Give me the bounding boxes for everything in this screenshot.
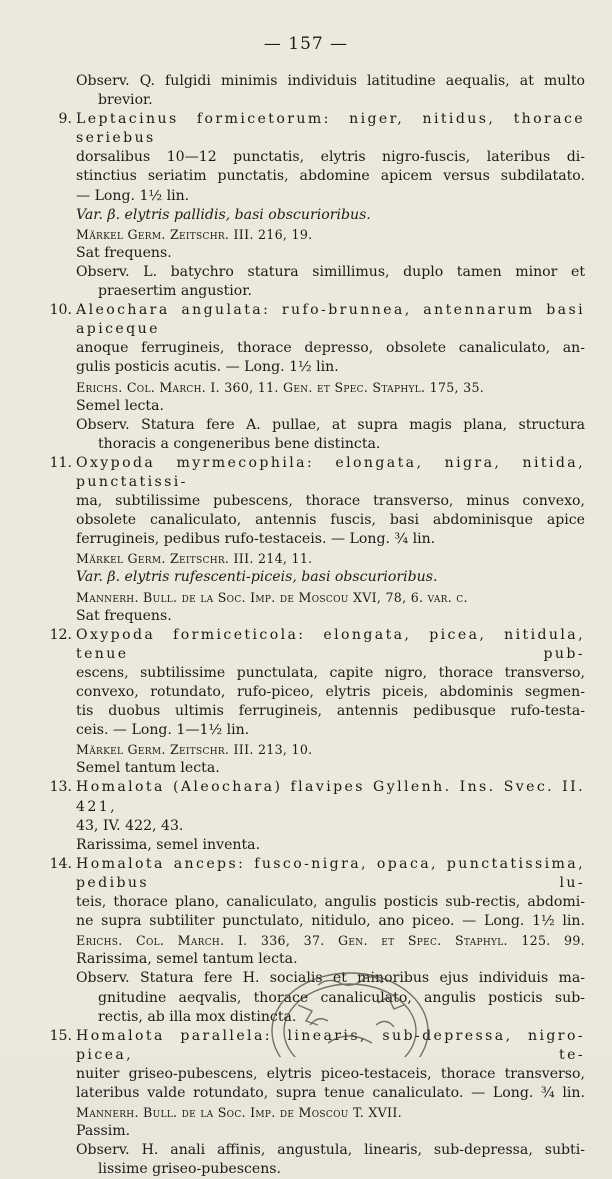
text-line: stinctius seriatim punctatis, abdomine apicem versus subdilatato. [76,168,585,185]
species-heading: Homalota anceps: fusco-nigra, opaca, punctatissima, pedibus lu- [76,855,585,891]
species-heading: Oxypoda myrmecophila: elongata, nigra, nitida, punctatissi- [76,454,585,490]
observation-line: Observ. Statura fere A. pullae, at supra magis plana, structura [76,416,585,433]
text-line: lateribus valde rotundato, supra tenue canaliculato. — Long. ¾ lin. [76,1084,585,1101]
text-line: teis, thorace plano, canaliculato, angulis posticis sub-rectis, abdomi- [76,894,585,911]
text-line: gulis posticis acutis. — Long. 1½ lin. [76,359,339,376]
reference-line: Märkel Germ. Zeitschr. III. 214, 11. [76,551,313,567]
reference-line: Märkel Germ. Zeitschr. III. 213, 10. [76,742,313,758]
species-heading: Homalota (Aleochara) flavipes Gyllenh. Ins. Svec. II. 421, [76,779,585,815]
text-line: Sat frequens. [76,244,172,261]
entry-aleochara-angulata [40,301,585,454]
text-line: tis duobus ultimis ferrugineis, antennis pedibusque rufo-testa- [76,703,585,720]
entry-homalota-flavipes [40,778,585,854]
text-line: praesertim angustior. [98,283,252,300]
text-line: thoracis a congeneribus bene distincta. [98,435,381,452]
entry-homalota-parallela [40,1027,585,1179]
observation-line: Observ. H. anali affinis, angustula, linearis, sub-depressa, subti- [76,1142,585,1159]
text-line: obsolete canaliculato, antennis fuscis, basi abdominisque apice [76,512,585,529]
reference-line: Mannerh. Bull. de la Soc. Imp. de Moscou T. XVII. [76,1105,402,1121]
entry-number: 13. [49,779,72,796]
species-heading: Aleochara angulata: rufo-brunnea, antennarum basi apiceque [76,302,585,338]
text-line: convexo, rotundato, rufo-piceo, elytris piceis, abdominis segmen- [76,684,585,700]
entry-number: 10. [49,302,72,319]
text-line: dorsalibus 10—12 punctatis, elytris nigro-fuscis, lateribus di- [76,149,585,166]
observation-line: Observ. L. batychro statura simillimus, duplo tamen minor et [76,263,585,280]
reference-line: Mannerh. Bull. de la Soc. Imp. de Moscou XVI, 78, 6. var. c. [76,589,468,605]
text-line: Rarissima, semel inventa. [76,836,261,853]
entry-number: 14. [49,855,72,872]
variety-line: Var. β. elytris pallidis, basi obscurioribus. [76,206,371,223]
text-line: lissime griseo-pubescens. [98,1161,281,1178]
text-line: gnitudine aeqvalis, thorace canaliculato, angulis posticis sub- [98,989,585,1006]
entry-leptacinus [40,110,585,301]
text-line: — Long. 1½ lin. [76,187,190,204]
text-line: Semel tantum lecta. [76,760,220,777]
entry-8-continuation [40,72,585,110]
variety-line: Var. β. elytris rufescenti-piceis, basi obscurioribus. [76,569,438,586]
entry-homalota-anceps [40,855,585,1027]
species-heading: Leptacinus formicetorum: niger, nitidus, thorace seriebus [76,111,585,147]
text-line: brevior. [98,92,153,109]
text-line: Sat frequens. [76,607,172,624]
entry-number: 12. [49,626,72,643]
text-line: ferrugineis, pedibus rufo-testaceis. — Long. ¾ lin. [76,531,436,548]
entry-oxypoda-myrmecophila [40,454,585,626]
reference-line: Erichs. Col. March. I. 336, 37. Gen. et Spec. Staphyl. 125. 99. [76,933,585,949]
text-line: 43, IV. 422, 43. [76,817,184,834]
text-line: escens, subtilissime punctulata, capite nigro, thorace transverso, [76,664,585,681]
entry-oxypoda-formiceticola [40,626,585,779]
reference-line: Erichs. Col. March. I. 360, 11. Gen. et Spec. Staphyl. 175, 35. [76,379,485,395]
text-line: ma, subtilissime pubescens, thorace transverso, minus convexo, [76,493,585,510]
species-heading: Homalota parallela: linearis, sub-depressa, nigro-picea, te- [76,1027,585,1063]
reference-line: Märkel Germ. Zeitschr. III. 216, 19. [76,226,313,242]
observation-line: Observ. Statura fere H. socialis et minoribus ejus individuis ma- [76,970,585,987]
text-line: Passim. [76,1123,131,1140]
entry-number: 15. [49,1027,72,1044]
entry-number: 11. [49,454,72,471]
text-line: anoque ferrugineis, thorace depresso, obsolete canaliculato, an- [76,340,585,357]
text-line: nuiter griseo-pubescens, elytris piceo-testaceis, thorace transverso, [76,1065,585,1082]
entry-number: 9. [58,111,72,128]
text-block [40,72,585,1179]
text-line: ne supra subtiliter punctulato, nitidulo, ano piceo. — Long. 1½ lin. [76,913,585,930]
text-line: ceis. — Long. 1—1½ lin. [76,722,250,739]
text-line: rectis, ab illa mox distincta. [98,1008,297,1025]
page-number: — 157 — [263,34,349,54]
text-line: Observ. Q. fulgidi minimis individuis latitudine aequalis, at multo [76,73,585,89]
text-line: Rarissima, semel tantum lecta. [76,951,298,968]
text-line: Semel lecta. [76,397,164,414]
species-heading: Oxypoda formiceticola: elongata, picea, nitidula, tenue pub- [76,626,585,662]
